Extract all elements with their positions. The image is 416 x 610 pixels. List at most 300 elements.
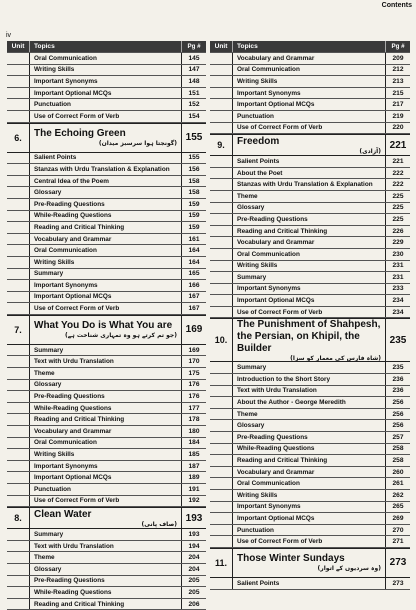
unit-cell [210,226,233,237]
page-cell: 204 [188,554,200,562]
contents-row [210,420,410,432]
contents-row [210,362,410,374]
contents-row [210,249,410,261]
contents-row [210,76,410,88]
chapter-row [7,123,206,153]
contents-table-left [7,41,206,610]
unit-cell [7,576,30,587]
unit-cell [210,168,233,179]
contents-row [7,303,206,315]
page-cell: 167 [188,305,200,313]
page-cell: 229 [392,239,404,247]
header-unit: Unit [210,41,233,52]
topic-cell: Pre-Reading Questions [30,199,182,210]
unit-cell [7,211,30,222]
header-pg: Pg # [187,43,201,50]
unit-cell [210,455,233,466]
topic-cell: Important Synonyms [30,76,182,87]
unit-cell [210,76,233,87]
unit-cell [7,76,30,87]
chapter-title-cell [30,508,182,528]
topic-cell: Use of Correct Form of Verb [233,123,386,134]
unit-cell [210,53,233,64]
contents-row [210,444,410,456]
header-topics: Topics [30,41,182,52]
contents-row [7,587,206,599]
chapter-row [210,548,410,578]
topic-cell: Stanzas with Urdu Translation & Explanation [30,164,182,175]
page-cell: 215 [392,89,404,97]
topic-cell: Introduction to the Short Story [233,374,386,385]
contents-row [7,564,206,576]
unit-cell [7,380,30,391]
topic-cell: Glossary [30,380,182,391]
topic-cell: Important Synonyms [233,88,386,99]
chapter-page: 235 [389,334,407,346]
topic-cell: Oral Communication [233,478,386,489]
chapter-row [7,315,206,345]
topic-cell: Theme [30,552,182,563]
unit-cell [7,257,30,268]
unit-cell [210,261,233,272]
contents-row [210,295,410,307]
page-cell: 192 [188,497,200,505]
topic-cell: Punctuation [30,99,182,110]
page-cell: 265 [392,503,404,511]
topic-cell: Text with Urdu Translation [233,386,386,397]
contents-row [7,345,206,357]
topic-cell: Summary [30,345,182,356]
topic-cell: Oral Communication [233,65,386,76]
contents-row [7,484,206,496]
chapter-unit: 9. [210,135,233,155]
running-header-contents: Contents [381,2,412,9]
unit-cell [7,199,30,210]
topic-cell: Vocabulary and Grammar [30,234,182,245]
page-cell: 175 [188,369,200,377]
contents-row [210,168,410,180]
contents-row [7,153,206,165]
contents-row [7,426,206,438]
unit-cell [7,529,30,540]
chapter-title: The Punishment of Shahpesh, the Persian, on Khipil, the Builder [237,319,381,354]
topic-cell: Summary [30,269,182,280]
page-cell: 261 [392,480,404,488]
topic-cell: Summary [233,362,386,373]
unit-cell [210,409,233,420]
contents-row [7,541,206,553]
contents-row [210,397,410,409]
page-cell: 222 [392,169,404,177]
page-cell: 187 [188,462,200,470]
topic-cell: Writing Skills [233,490,386,501]
contents-row [210,578,410,590]
header-pg: Pg # [391,43,405,50]
topic-cell: Summary [233,272,386,283]
contents-row [7,472,206,484]
contents-row [210,65,410,77]
page-cell: 204 [188,565,200,573]
topic-cell: Oral Communication [233,249,386,260]
chapter-title-cell [233,319,386,361]
contents-row [7,211,206,223]
page-cell: 258 [392,457,404,465]
topic-cell: Vocabulary and Grammar [233,53,386,64]
unit-cell [7,222,30,233]
page-cell: 256 [392,422,404,430]
chapter-title: What You Do is What You are [34,320,173,332]
chapter-page: 155 [185,132,203,144]
contents-row [210,386,410,398]
topic-cell: Writing Skills [30,449,182,460]
chapter-unit: 7. [7,316,30,344]
contents-row [7,403,206,415]
topic-cell: Writing Skills [30,65,182,76]
contents-row [7,599,206,610]
page-cell: 273 [392,579,404,587]
topic-cell: Use of Correct Form of Verb [30,303,182,314]
page-cell: 236 [392,375,404,383]
topic-cell: About the Poet [233,168,386,179]
chapter-title-cell [233,135,386,155]
contents-row [7,292,206,304]
page-cell: 217 [392,101,404,109]
page-cell: 258 [392,445,404,453]
contents-row [7,414,206,426]
topic-cell: Stanzas with Urdu Translation & Explanation [233,179,386,190]
unit-cell [210,307,233,318]
unit-cell [7,599,30,610]
table-header [7,41,206,53]
page-cell: 151 [188,89,200,97]
contents-row [210,214,410,226]
page-cell: 236 [392,387,404,395]
contents-row [7,199,206,211]
unit-cell [210,432,233,443]
page-cell: 164 [188,258,200,266]
unit-cell [210,362,233,373]
chapter-row [210,134,410,156]
contents-row [7,257,206,269]
chapter-title-cell [233,549,386,577]
unit-cell [210,502,233,513]
page-cell: 231 [392,273,404,281]
unit-cell [210,444,233,455]
contents-row [7,391,206,403]
contents-row [7,368,206,380]
contents-row [7,111,206,123]
unit-cell [7,449,30,460]
contents-row [210,179,410,191]
page-cell: 156 [188,165,200,173]
contents-row [7,280,206,292]
topic-cell: Important Synonyms [30,461,182,472]
unit-cell [7,496,30,507]
topic-cell: While-Reading Questions [30,587,182,598]
page-cell: 225 [392,215,404,223]
page-cell: 205 [188,577,200,585]
page-cell: 154 [188,112,200,120]
contents-row [210,191,410,203]
page-cell: 270 [392,526,404,534]
page-cell: 269 [392,514,404,522]
unit-cell [7,280,30,291]
unit-cell [7,541,30,552]
contents-row [7,269,206,281]
topic-cell: Oral Communication [30,438,182,449]
unit-cell [210,88,233,99]
contents-row [210,432,410,444]
chapter-unit: 10. [210,319,233,361]
page-cell: 147 [188,66,200,74]
page-cell: 219 [392,112,404,120]
unit-cell [7,391,30,402]
page-cell: 189 [188,474,200,482]
page-cell: 165 [188,270,200,278]
topic-cell: Pre-Reading Questions [30,391,182,402]
topic-cell: While-Reading Questions [30,403,182,414]
unit-cell [210,578,233,589]
unit-cell [7,461,30,472]
topic-cell: About the Author - George Meredith [233,397,386,408]
page-cell: 152 [188,101,200,109]
unit-cell [7,438,30,449]
topic-cell: Salient Points [233,156,386,167]
contents-row [210,226,410,238]
page-cell: 167 [188,293,200,301]
chapter-page: 193 [185,512,203,524]
page-cell: 234 [392,308,404,316]
page-cell: 169 [188,346,200,354]
contents-row [210,502,410,514]
unit-cell [210,179,233,190]
page-cell: 225 [392,204,404,212]
unit-cell [210,191,233,202]
chapter-row [210,318,410,362]
topic-cell: Use of Correct Form of Verb [233,307,386,318]
page-cell: 226 [392,227,404,235]
contents-row [7,529,206,541]
contents-row [210,478,410,490]
topic-cell: Glossary [233,203,386,214]
unit-cell [210,203,233,214]
unit-cell [210,249,233,260]
page-cell: 209 [392,54,404,62]
topic-cell: Pre-Reading Questions [233,214,386,225]
page-cell: 145 [188,54,200,62]
unit-cell [7,234,30,245]
contents-row [210,490,410,502]
topic-cell: Vocabulary and Grammar [30,426,182,437]
unit-cell [210,513,233,524]
unit-cell [210,156,233,167]
contents-row [7,380,206,392]
header-topics: Topics [233,41,386,52]
chapter-title: Freedom [237,135,280,147]
topic-cell: Reading and Critical Thinking [30,414,182,425]
page-cell: 256 [392,410,404,418]
page-cell: 194 [188,542,200,550]
chapter-page: 221 [389,139,407,151]
contents-row [7,187,206,199]
contents-row [7,164,206,176]
chapter-title-cell [30,124,182,152]
topic-cell: Important Optional MCQs [233,99,386,110]
page-cell: 155 [188,154,200,162]
unit-cell [7,292,30,303]
unit-cell [7,153,30,164]
unit-cell [210,490,233,501]
unit-cell [7,403,30,414]
page-cell: 256 [392,399,404,407]
contents-row [7,461,206,473]
unit-cell [7,65,30,76]
topic-cell: Summary [30,529,182,540]
topic-cell: Vocabulary and Grammar [233,467,386,478]
topic-cell: Oral Communication [30,245,182,256]
topic-cell: Punctuation [233,111,386,122]
unit-cell [7,356,30,367]
page-cell: 184 [188,439,200,447]
contents-row [210,409,410,421]
topic-cell: Important Synonyms [233,502,386,513]
topic-cell: Important Optional MCQs [233,513,386,524]
unit-cell [210,467,233,478]
unit-cell [210,420,233,431]
page-cell: 230 [392,250,404,258]
page-cell: 260 [392,468,404,476]
contents-row [7,176,206,188]
unit-cell [7,345,30,356]
unit-cell [210,284,233,295]
topic-cell: Theme [233,409,386,420]
contents-row [7,576,206,588]
contents-row [210,525,410,537]
chapter-unit: 6. [7,124,30,152]
unit-cell [210,237,233,248]
contents-row [7,449,206,461]
contents-row [7,552,206,564]
contents-row [210,237,410,249]
topic-cell: Important Synonyms [233,284,386,295]
contents-row [210,536,410,548]
topic-cell: Reading and Critical Thinking [233,226,386,237]
unit-cell [7,245,30,256]
page-cell: 222 [392,181,404,189]
contents-row [210,455,410,467]
topic-cell: Punctuation [30,484,182,495]
topic-cell: Reading and Critical Thinking [30,599,182,610]
topic-cell: Important Optional MCQs [30,292,182,303]
topic-cell: Reading and Critical Thinking [30,222,182,233]
topic-cell: Salient Points [233,578,386,589]
topic-cell: Theme [30,368,182,379]
contents-row [7,65,206,77]
contents-row [210,307,410,319]
topic-cell: Use of Correct Form of Verb [233,536,386,547]
unit-cell [7,303,30,314]
table-header [210,41,410,53]
topic-cell: Central Idea of the Poem [30,176,182,187]
topic-cell: Use of Correct Form of Verb [30,111,182,122]
chapter-urdu-title: (وہ سردیوں کے اتوار) [317,565,381,573]
contents-row [7,76,206,88]
page-cell: 158 [188,177,200,185]
contents-row [7,356,206,368]
contents-row [210,88,410,100]
page-cell: 185 [188,451,200,459]
page-cell: 271 [392,538,404,546]
contents-row [7,222,206,234]
page-cell: 158 [188,189,200,197]
page-cell: 257 [392,433,404,441]
unit-cell [210,397,233,408]
page-cell: 231 [392,262,404,270]
page-cell: 176 [188,393,200,401]
topic-cell: Vocabulary and Grammar [233,237,386,248]
chapter-urdu-title: (جو تم کرتے ہو وہ تمہاری شناخت ہے) [65,332,177,340]
topic-cell: Glossary [30,187,182,198]
chapter-page: 169 [185,324,203,336]
page-cell: 221 [392,157,404,165]
contents-row [7,496,206,508]
chapter-unit: 8. [7,508,30,528]
page-cell: 178 [188,416,200,424]
unit-cell [7,187,30,198]
contents-row [210,374,410,386]
topic-cell: Writing Skills [233,76,386,87]
unit-cell [7,99,30,110]
chapter-title-cell [30,316,182,344]
chapter-title: Those Winter Sundays [237,553,345,565]
page-cell: 220 [392,124,404,132]
contents-row [7,245,206,257]
topic-cell: Text with Urdu Translation [30,541,182,552]
contents-row [210,261,410,273]
unit-cell [7,111,30,122]
contents-row [7,88,206,100]
contents-row [210,513,410,525]
page-cell: 212 [392,66,404,74]
page-cell: 206 [188,600,200,608]
page-cell: 159 [188,223,200,231]
topic-cell: Use of Correct Form of Verb [30,496,182,507]
unit-cell [210,99,233,110]
header-unit: Unit [7,41,30,52]
topic-cell: While-Reading Questions [233,444,386,455]
topic-cell: While-Reading Questions [30,211,182,222]
topic-cell: Salient Points [30,153,182,164]
page-cell: 191 [188,485,200,493]
unit-cell [210,65,233,76]
topic-cell: Pre-Reading Questions [30,576,182,587]
page-cell: 205 [188,588,200,596]
unit-cell [7,472,30,483]
unit-cell [210,123,233,134]
page-cell: 148 [188,77,200,85]
page-cell: 164 [188,247,200,255]
contents-row [210,284,410,296]
topic-cell: Writing Skills [233,261,386,272]
contents-row [210,111,410,123]
chapter-title: Clean Water [34,508,92,520]
page-cell: 262 [392,491,404,499]
chapter-urdu-title: (شاہ فارس کی معمار کو سزا) [290,354,381,362]
unit-cell [7,176,30,187]
page-cell: 225 [392,192,404,200]
topic-cell: Glossary [30,564,182,575]
contents-row [210,156,410,168]
